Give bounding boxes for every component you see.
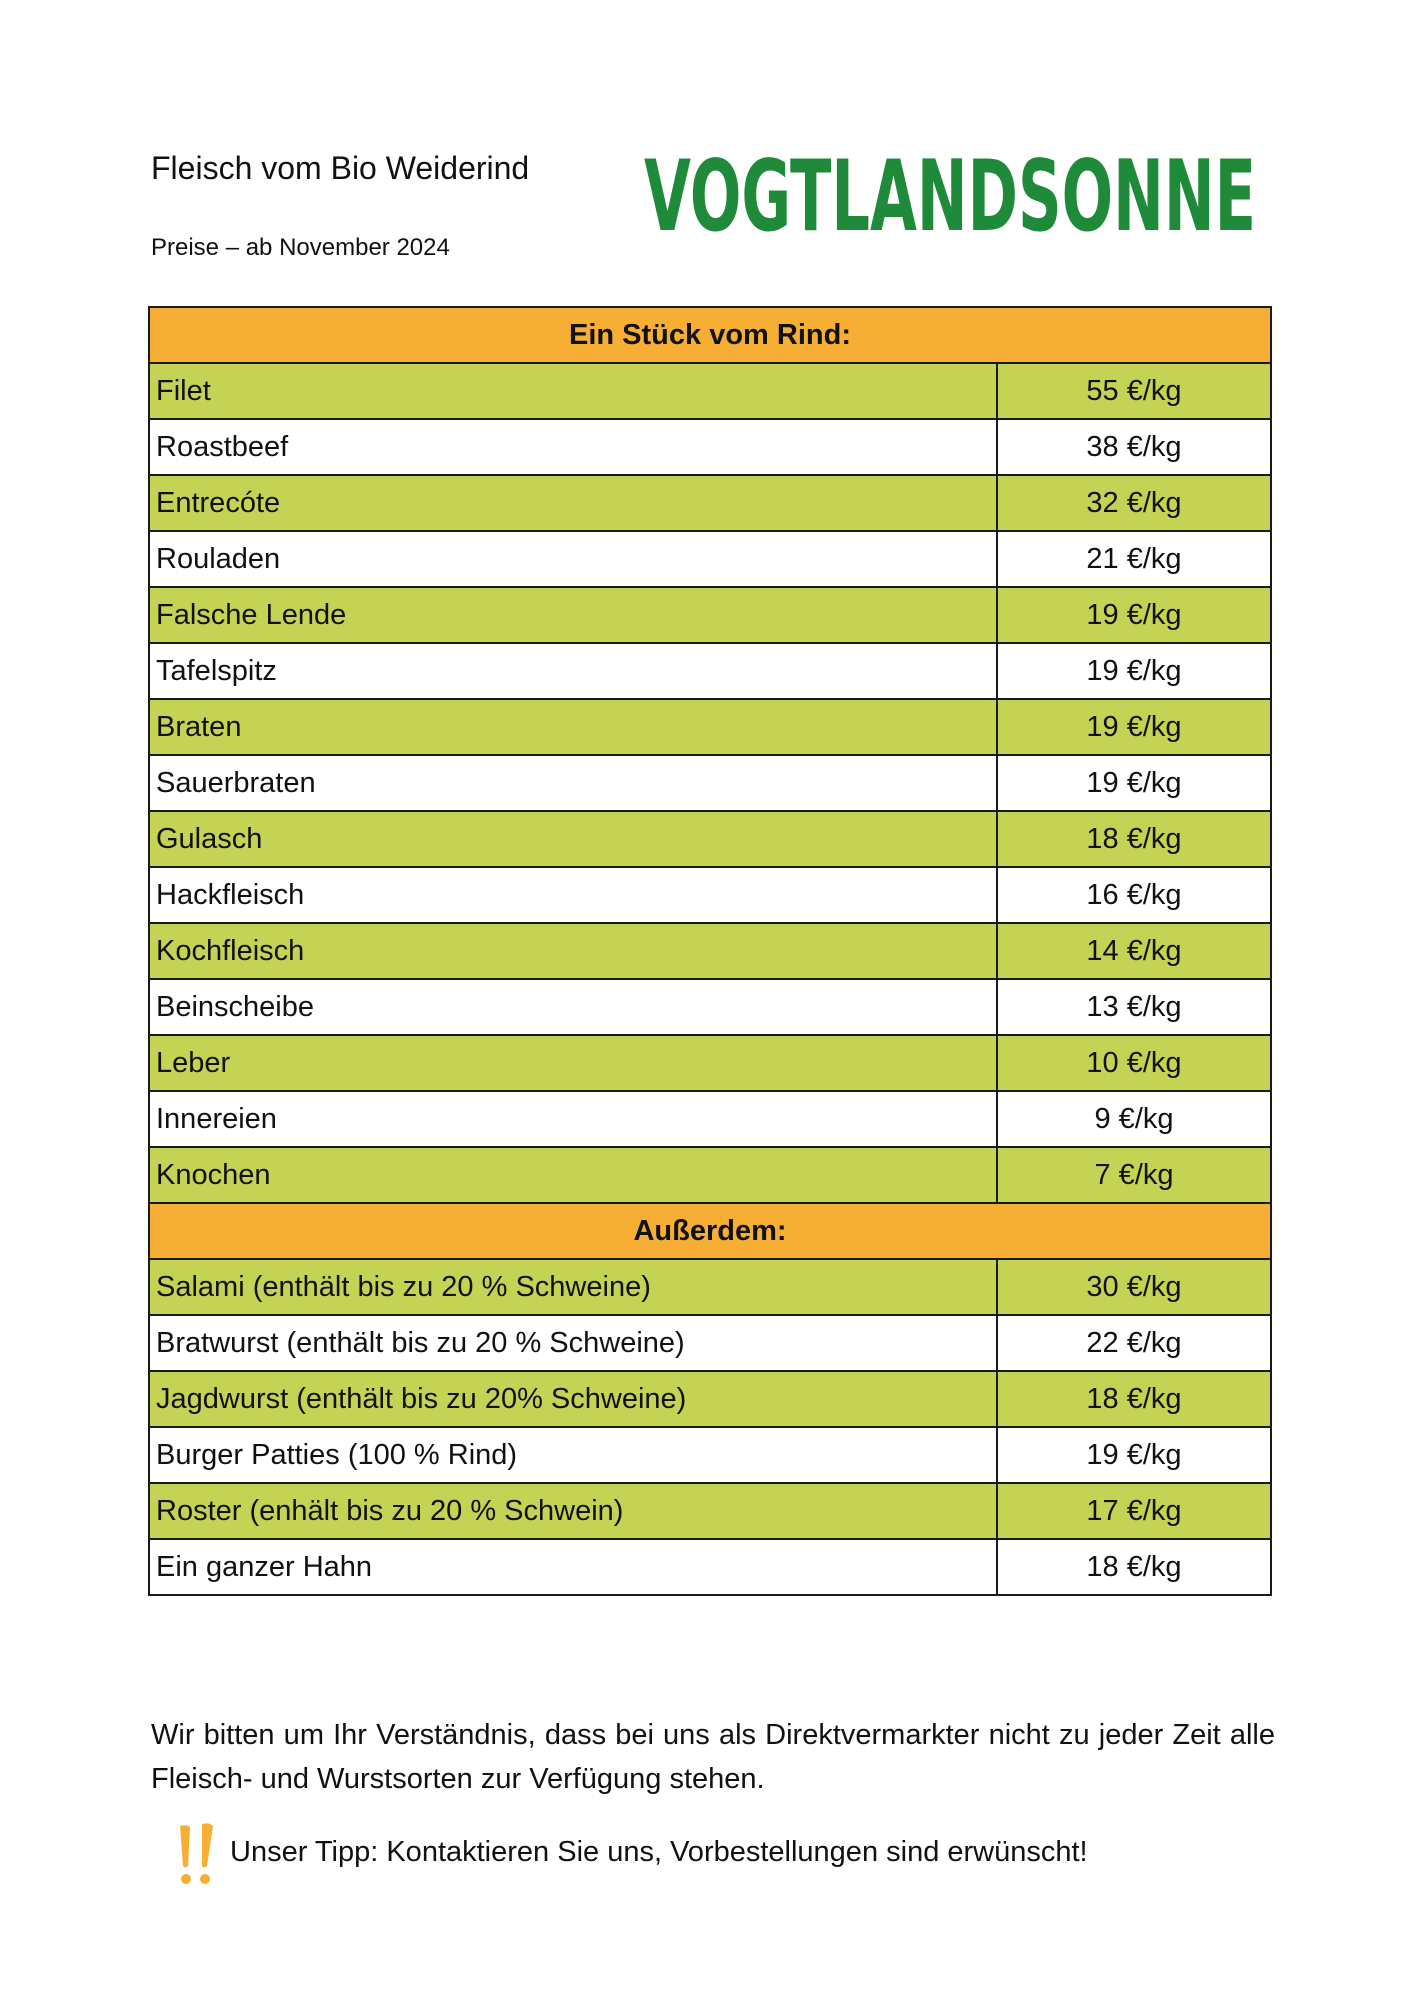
item-price: 9 €/kg [997,1091,1271,1147]
price-date: Preise – ab November 2024 [151,234,450,261]
table-row [149,811,1271,867]
item-name: Braten [149,699,997,755]
item-name: Filet [149,363,997,419]
item-name: Roastbeef [149,419,997,475]
table-row [149,1259,1271,1315]
table-row [149,923,1271,979]
item-price: 19 €/kg [997,643,1271,699]
table-row [149,363,1271,419]
price-table [148,306,1272,1596]
item-price: 10 €/kg [997,1035,1271,1091]
table-row [149,1091,1271,1147]
item-name: Rouladen [149,531,997,587]
item-name: Kochfleisch [149,923,997,979]
item-name: Salami (enthält bis zu 20 % Schweine) [149,1259,997,1315]
availability-note: Wir bitten um Ihr Verständnis, dass bei uns als Direktvermarkter nicht zu jeder Zeit alle Fleisch- und Wurstsorten zur Verfügung stehen. [151,1719,1275,1795]
table-row [149,475,1271,531]
table-row [149,867,1271,923]
item-price: 19 €/kg [997,699,1271,755]
table-row [149,1483,1271,1539]
item-name: Entrecóte [149,475,997,531]
item-price: 55 €/kg [997,363,1271,419]
item-name: Sauerbraten [149,755,997,811]
double-exclamation-icon [174,1822,222,1892]
item-name: Falsche Lende [149,587,997,643]
item-price: 17 €/kg [997,1483,1271,1539]
item-price: 19 €/kg [997,1427,1271,1483]
table-row [149,587,1271,643]
item-name: Burger Patties (100 % Rind) [149,1427,997,1483]
table-row [149,643,1271,699]
logo-text: VOGTLANDSONNE [644,140,1256,245]
section-title: Außerdem: [149,1203,1271,1259]
table-row [149,755,1271,811]
item-price: 14 €/kg [997,923,1271,979]
item-name: Leber [149,1035,997,1091]
section-header [149,307,1271,363]
item-name: Jagdwurst (enthält bis zu 20% Schweine) [149,1371,997,1427]
item-price: 32 €/kg [997,475,1271,531]
table-row [149,979,1271,1035]
table-row [149,1035,1271,1091]
table-row [149,1315,1271,1371]
item-name: Roster (enhält bis zu 20 % Schwein) [149,1483,997,1539]
table-row [149,1427,1271,1483]
item-price: 22 €/kg [997,1315,1271,1371]
table-row [149,419,1271,475]
item-price: 13 €/kg [997,979,1271,1035]
item-price: 30 €/kg [997,1259,1271,1315]
table-row [149,531,1271,587]
item-price: 18 €/kg [997,811,1271,867]
item-price: 19 €/kg [997,755,1271,811]
brand-logo [640,135,1260,245]
item-name: Beinscheibe [149,979,997,1035]
table-row [149,699,1271,755]
item-name: Knochen [149,1147,997,1203]
section-header [149,1203,1271,1259]
item-name: Hackfleisch [149,867,997,923]
section-title: Ein Stück vom Rind: [149,307,1271,363]
item-price: 7 €/kg [997,1147,1271,1203]
table-row [149,1371,1271,1427]
tip-text: Unser Tipp: Kontaktieren Sie uns, Vorbestellungen sind erwünscht! [230,1836,1088,1868]
item-name: Ein ganzer Hahn [149,1539,997,1595]
table-row [149,1539,1271,1595]
item-name: Tafelspitz [149,643,997,699]
table-row [149,1147,1271,1203]
item-name: Bratwurst (enthält bis zu 20 % Schweine) [149,1315,997,1371]
item-name: Innereien [149,1091,997,1147]
item-price: 21 €/kg [997,531,1271,587]
item-price: 38 €/kg [997,419,1271,475]
item-name: Gulasch [149,811,997,867]
item-price: 18 €/kg [997,1371,1271,1427]
item-price: 19 €/kg [997,587,1271,643]
item-price: 16 €/kg [997,867,1271,923]
page-subtitle: Fleisch vom Bio Weiderind [151,150,530,186]
item-price: 18 €/kg [997,1539,1271,1595]
